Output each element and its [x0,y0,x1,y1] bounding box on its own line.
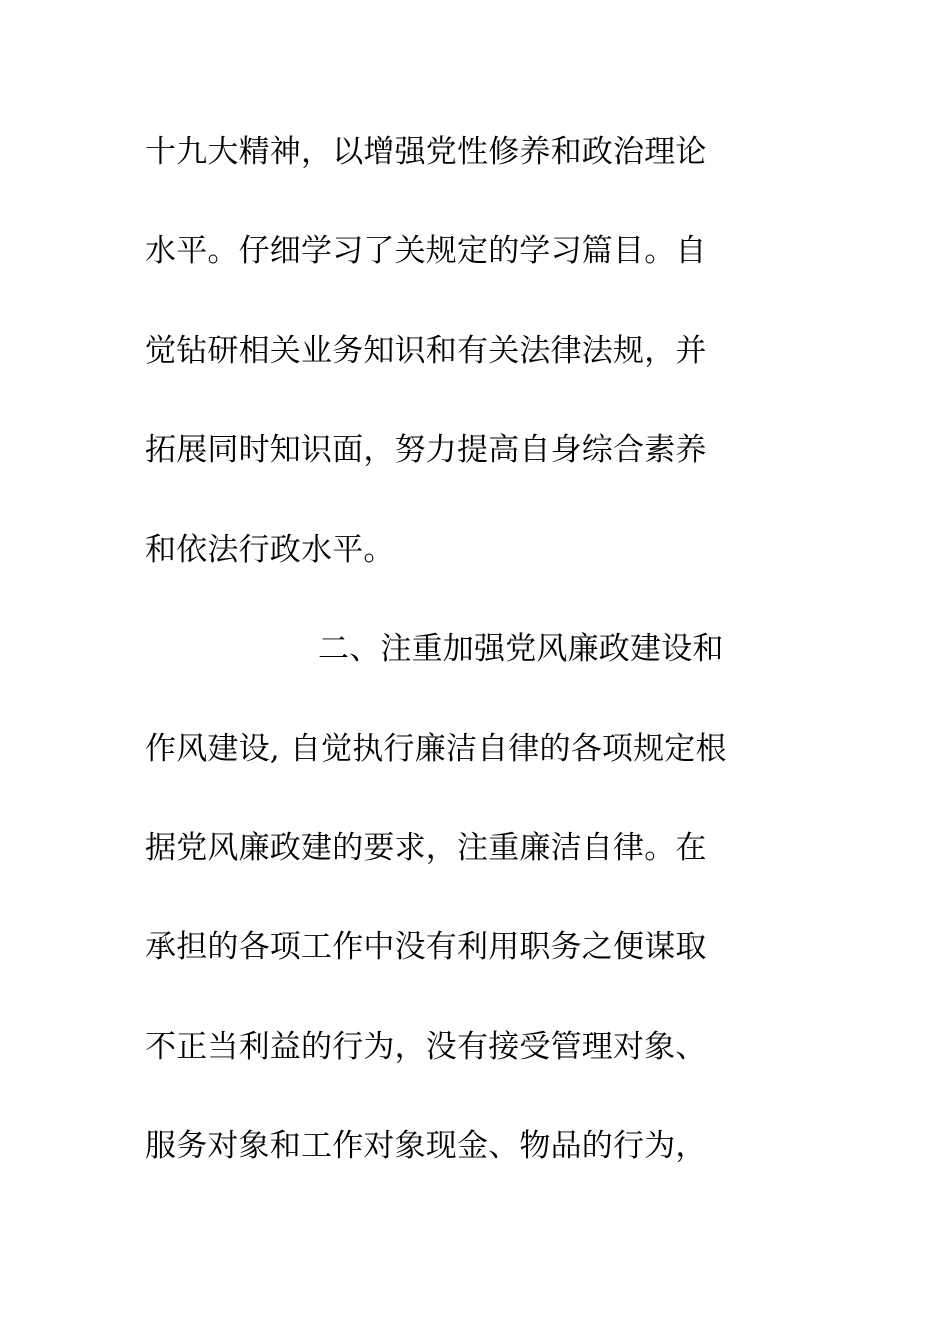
paragraph-line: 十九大精神，以增强党性修养和政治理论 [145,134,707,170]
paragraph-line: 据党风廉政建的要求，注重廉洁自律。在 [145,830,707,866]
paragraph-line: 不正当利益的行为，没有接受管理对象、 [145,1029,707,1065]
paragraph-line: 承担的各项工作中没有利用职务之便谋取 [145,929,707,965]
paragraph-line: 水平。仔细学习了关规定的学习篇目。自 [145,233,707,269]
paragraph-line: 和依法行政水平。 [145,532,395,568]
paragraph-line: 觉钻研相关业务知识和有关法律法规，并 [145,333,707,369]
paragraph-line: 作风建设, 自觉执行廉洁自律的各项规定根 [145,731,727,767]
paragraph-line: 服务对象和工作对象现金、物品的行为， [145,1128,707,1164]
section-heading-line: 二、注重加强党风廉政建设和 [318,631,724,667]
paragraph-line: 拓展同时知识面，努力提高自身综合素养 [145,432,707,468]
